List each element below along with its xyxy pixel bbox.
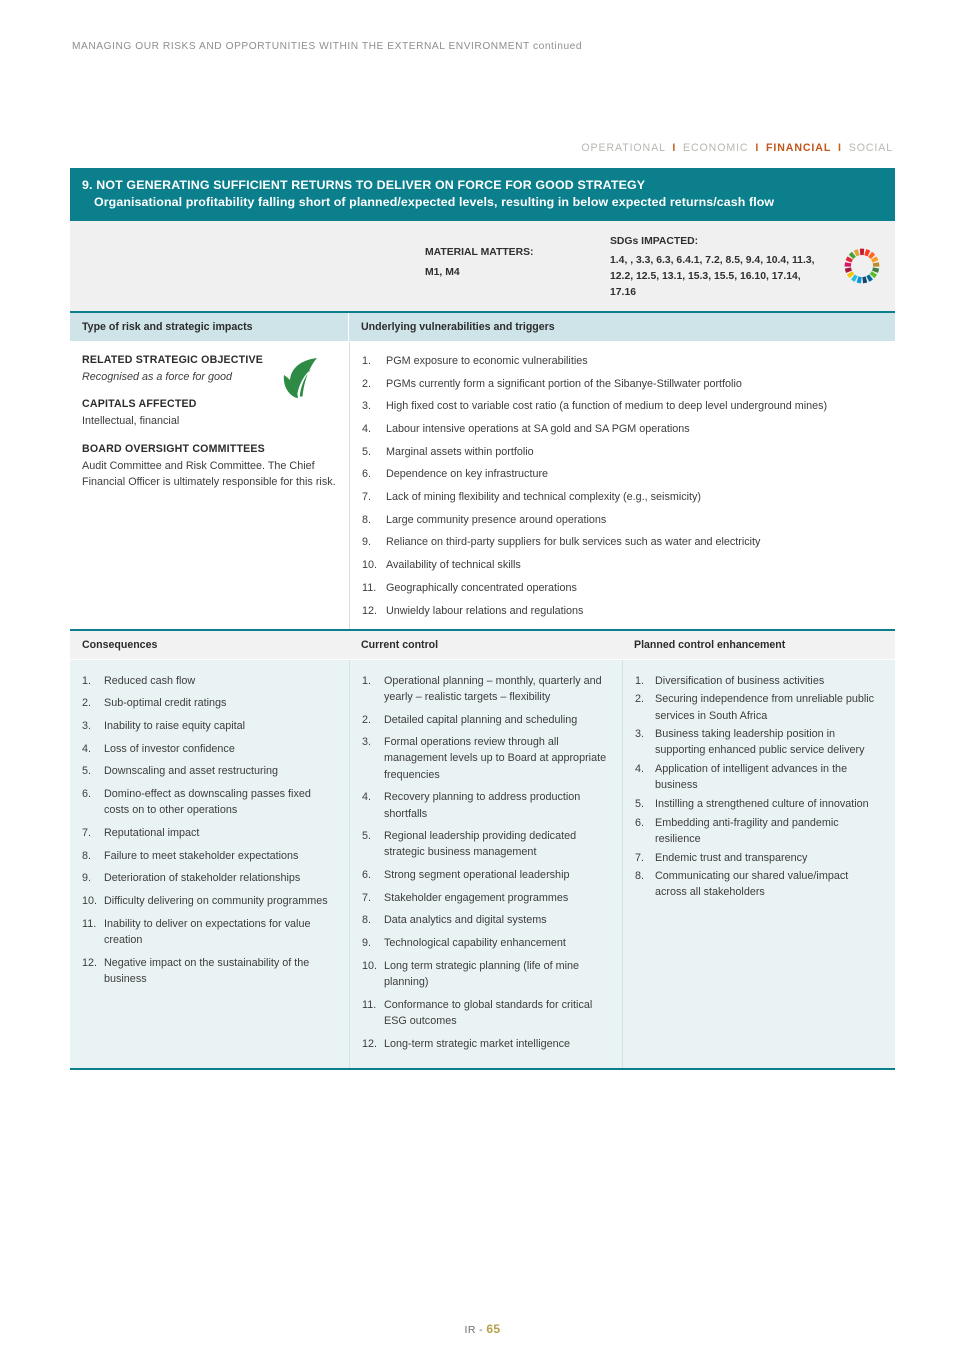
list-item: Marginal assets within portfolio (386, 445, 534, 458)
board-oversight-committees-title: BOARD OVERSIGHT COMMITTEES (82, 442, 265, 455)
related-strategic-objective-title: RELATED STRATEGIC OBJECTIVE (82, 353, 263, 366)
header-planned-control-enhancement: Planned control enhancement (634, 638, 786, 651)
sdgs-impacted-value: 1.4, , 3.3, 6.3, 6.4.1, 7.2, 8.5, 9.4, 10.4, 11.3, 12.2, 12.5, 13.1, 15.3, 15.5, 16.10, 17.14, 17.16 (610, 254, 815, 298)
list-item: Sub-optimal credit ratings (104, 697, 227, 710)
header-current-control: Current control (361, 638, 439, 651)
list-item: Availability of technical skills (386, 559, 521, 572)
sdgs-impacted-block (610, 231, 829, 301)
list-item: Lack of mining flexibility and technical complexity (e.g., seismicity) (386, 491, 702, 504)
page-running-header: MANAGING OUR RISKS AND OPPORTUNITIES WITHIN THE EXTERNAL ENVIRONMENT continued (72, 41, 583, 52)
list-item: Reliance on third-party suppliers for bulk services such as water and electricity (386, 536, 761, 549)
material-matters-label: MATERIAL MATTERS: (425, 247, 534, 259)
risk-table (70, 168, 895, 1070)
list-item: Downscaling and asset restructuring (104, 765, 279, 778)
list-item: Operational planning – monthly, quarterly and yearly – realistic targets – flexibility (384, 674, 602, 703)
list-item: Dependence on key infrastructure (386, 468, 549, 481)
section-subheader-row (70, 313, 895, 342)
risk-detail-row (70, 342, 895, 631)
material-matters-block (425, 231, 610, 301)
category-operational: OPERATIONAL (581, 142, 666, 154)
list-item: Communicating our shared value/impact across all stakeholders (655, 870, 849, 899)
board-oversight-committees-block (82, 443, 337, 491)
list-item: Long-term strategic market intelligence (384, 1037, 571, 1050)
tri-column-body-row (70, 660, 895, 1068)
category-separator-1: I (672, 142, 677, 154)
planned-control-cell (622, 660, 895, 1068)
capitals-affected-title: CAPITALS AFFECTED (82, 398, 197, 411)
list-item: Conformance to global standards for critical ESG outcomes (384, 998, 593, 1027)
footer-prefix: IR - (464, 1324, 484, 1336)
list-item: Loss of investor confidence (104, 742, 235, 755)
vulnerabilities-list (362, 353, 883, 619)
list-item: Endemic trust and transparency (655, 851, 808, 864)
category-financial-active: FINANCIAL (766, 142, 832, 154)
green-leaf-icon (281, 356, 321, 400)
page-footer (0, 1322, 965, 1336)
capitals-affected-block (82, 398, 337, 429)
list-item: Large community presence around operations (386, 513, 607, 526)
list-item: Negative impact on the sustainability of the business (104, 956, 310, 985)
category-separator-3: I (838, 142, 842, 154)
capitals-affected-text: Intellectual, financial (82, 415, 180, 428)
list-item: Inability to raise equity capital (104, 720, 246, 733)
category-separator-2: I (755, 142, 760, 154)
list-item: PGM exposure to economic vulnerabilities (386, 354, 588, 367)
list-item: Technological capability enhancement (384, 937, 566, 950)
list-item: Diversification of business activities (655, 674, 825, 687)
list-item: PGMs currently form a significant portion of the Sibanye-Stillwater portfolio (386, 377, 742, 390)
material-matters-row (70, 221, 895, 313)
list-item: Reduced cash flow (104, 674, 196, 687)
list-item: Stakeholder engagement programmes (384, 891, 569, 904)
list-item: Application of intelligent advances in the business (655, 763, 848, 792)
matters-spacer (70, 231, 425, 301)
material-matters-value: M1, M4 (425, 266, 460, 278)
list-item: Regional leadership providing dedicated strategic business management (384, 830, 577, 859)
list-item: Long term strategic planning (life of mine planning) (384, 959, 580, 989)
subheader-type-of-risk: Type of risk and strategic impacts (70, 313, 349, 341)
type-of-risk-cell (70, 342, 349, 629)
list-item: Securing independence from unreliable public services in South Africa (655, 693, 875, 722)
list-item: Failure to meet stakeholder expectations (104, 849, 299, 862)
list-item: Embedding anti-fragility and pandemic resilience (655, 816, 839, 845)
sdgs-impacted-label: SDGs IMPACTED: (610, 236, 699, 248)
subheader-vulnerabilities: Underlying vulnerabilities and triggers (361, 320, 555, 333)
list-item: Domino-effect as downscaling passes fixed costs on to other operations (104, 788, 311, 817)
category-strip (581, 142, 893, 154)
risk-title-band (70, 168, 895, 221)
list-item: Reputational impact (104, 827, 200, 840)
list-item: Unwieldy labour relations and regulations (386, 604, 584, 617)
list-item: Difficulty delivering on community programmes (104, 895, 328, 908)
list-item: Inability to deliver on expectations for value creation (104, 917, 311, 946)
consequences-list (82, 673, 335, 987)
list-item: Recovery planning to address production shortfalls (384, 791, 581, 820)
list-item: Detailed capital planning and scheduling (384, 713, 578, 726)
category-economic: ECONOMIC (683, 142, 749, 154)
list-item: High fixed cost to variable cost ratio (a function of medium to deep level underground mines) (386, 400, 828, 413)
planned-control-list (635, 673, 883, 901)
list-item: Strong segment operational leadership (384, 869, 570, 882)
category-social: SOCIAL (848, 142, 893, 154)
board-oversight-committees-text: Audit Committee and Risk Committee. The Chief Financial Officer is ultimately responsible for this risk. (82, 459, 336, 489)
list-item: Instilling a strengthened culture of innovation (655, 798, 869, 811)
consequences-cell (70, 660, 349, 1068)
current-control-list (362, 673, 610, 1052)
list-item: Labour intensive operations at SA gold and SA PGM operations (386, 423, 690, 436)
tri-column-header-row (70, 631, 895, 660)
list-item: Formal operations review through all management levels up to Board at appropriate frequencies (384, 736, 607, 781)
list-item: Geographically concentrated operations (386, 581, 577, 594)
list-item: Business taking leadership position in supporting enhanced public service delivery (655, 728, 865, 757)
risk-title: 9. NOT GENERATING SUFFICIENT RETURNS TO DELIVER ON FORCE FOR GOOD STRATEGY (82, 178, 646, 192)
related-strategic-objective-text: Recognised as a force for good (82, 370, 233, 383)
sdg-color-wheel-icon (829, 231, 895, 301)
list-item: Data analytics and digital systems (384, 914, 547, 927)
list-item: Deterioration of stakeholder relationships (104, 872, 301, 885)
header-consequences: Consequences (82, 638, 158, 651)
footer-page-number: 65 (486, 1322, 501, 1336)
current-control-cell (349, 660, 622, 1068)
risk-subtitle: Organisational profitability falling short of planned/expected levels, resulting in below expected returns/cash flow (94, 194, 775, 209)
vulnerabilities-cell (349, 342, 895, 629)
